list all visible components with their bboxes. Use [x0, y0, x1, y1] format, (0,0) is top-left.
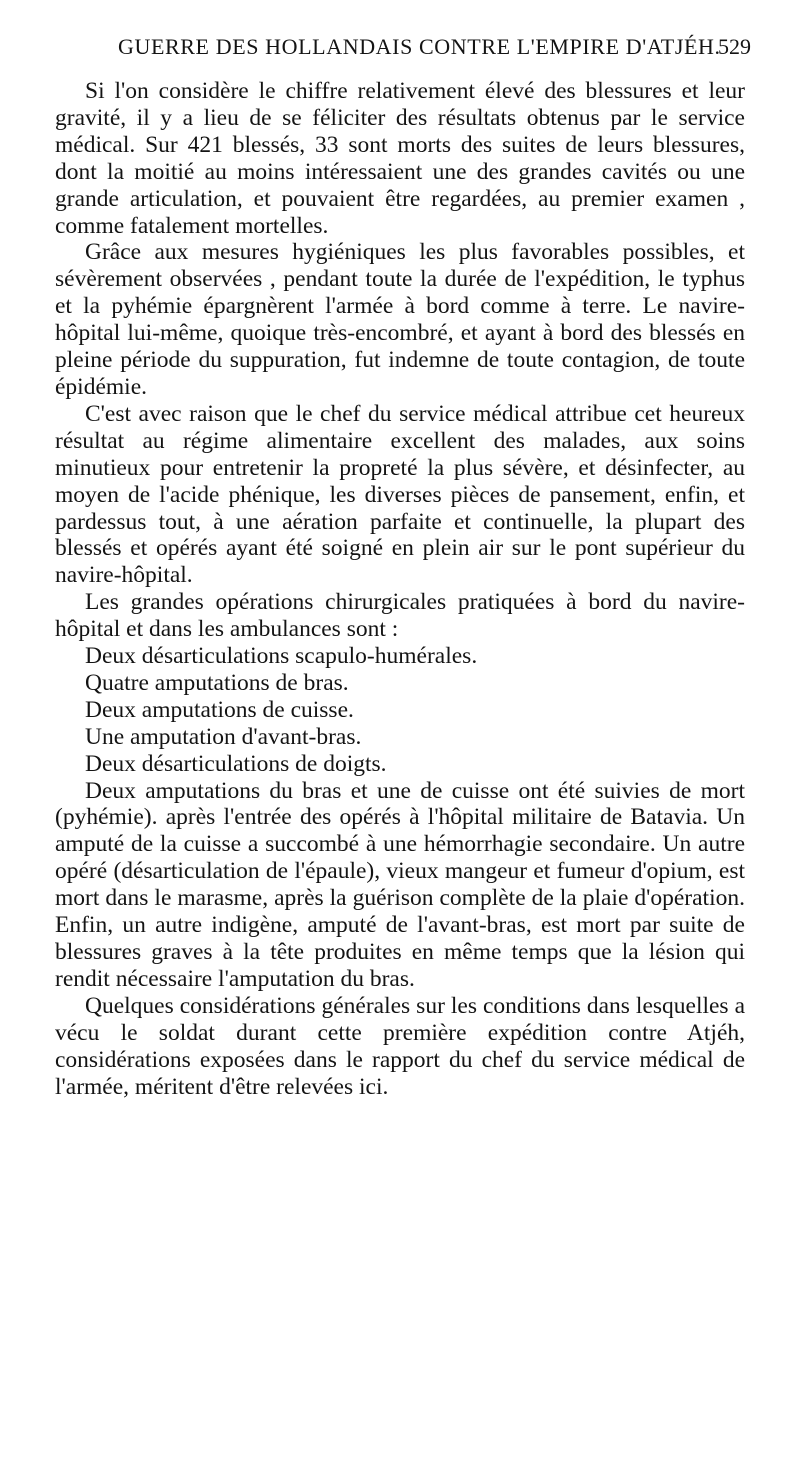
paragraph-results: Si l'on considère le chiffre relativement élevé des blessures et leur gravité, il y a lieu de se féliciter des résultats obtenus par le service médical. Sur 421 blessés, 33 sont morts des suites de leurs blessures, dont la moitié au moins intéressaient une des grandes cavités ou une grande articulation, et pouvaient être regardées, au premier examen , comme fatalement mortelles.: [55, 78, 745, 239]
operation-list-item: Quatre amputations de bras.: [85, 669, 349, 696]
paragraph-regime: C'est avec raison que le chef du service médical attribue cet heureux résultat au régime alimentaire excellent des malades, aux soins minutieux pour entretenir la propreté la plus sévère, et désinfecter, au moyen de l'acide phénique, les diverses pièces de pansement, enfin, et pardessus tout, à une aération parfaite et continuelle, la plupart des blessés et opérés ayant été soigné en plein air sur le pont supérieur du navire-hôpital.: [55, 400, 745, 589]
paragraph-considerations: Quelques considérations générales sur les conditions dans lesquelles a vécu le soldat durant cette première expédition contre Atjéh, considérations exposées dans le rapport du chef du service médical de l'armée, méritent d'être relevées ici.: [55, 992, 745, 1100]
operation-list-item: Une amputation d'avant-bras.: [85, 723, 362, 750]
operation-list-item: Deux désarticulations de doigts.: [85, 750, 387, 777]
body-text: [55, 78, 745, 1100]
operation-list-item: Deux amputations de cuisse.: [85, 696, 354, 723]
operation-list-item: Deux désarticulations scapulo-humérales.: [85, 643, 478, 670]
running-title: GUERRE DES HOLLANDAIS CONTRE L'EMPIRE D'ATJÉH.: [118, 34, 721, 59]
paragraph-operations-intro: Les grandes opérations chirurgicales pratiquées à bord du navire-hôpital et dans les ambulances sont :: [55, 589, 745, 643]
page-number: 529: [718, 34, 751, 59]
paragraph-hygiene: Grâce aux mesures hygiéniques les plus favorables possibles, et sévèrement observées , pendant toute la durée de l'expédition, le typhus et la pyhémie épargnèrent l'armée à bord comme à terre. Le navire-hôpital lui-même, quoique très-encombré, et ayant à bord des blessés en pleine période du suppuration, fut indemne de toute contagion, de toute épidémie.: [55, 239, 745, 400]
page-header: [0, 34, 800, 68]
paragraph-deaths: Deux amputations du bras et une de cuisse ont été suivies de mort (pyhémie). après l'entrée des opérés à l'hôpital militaire de Batavia. Un amputé de la cuisse a succombé à une hémorrhagie secondaire. Un autre opéré (désarticulation de l'épaule), vieux mangeur et fumeur d'opium, est mort dans le marasme, après la guérison complète de la plaie d'opération. Enfin, un autre indigène, amputé de l'avant-bras, est mort par suite de blessures graves à la tête produites en même temps que la lésion qui rendit nécessaire l'amputation du bras.: [55, 777, 745, 992]
